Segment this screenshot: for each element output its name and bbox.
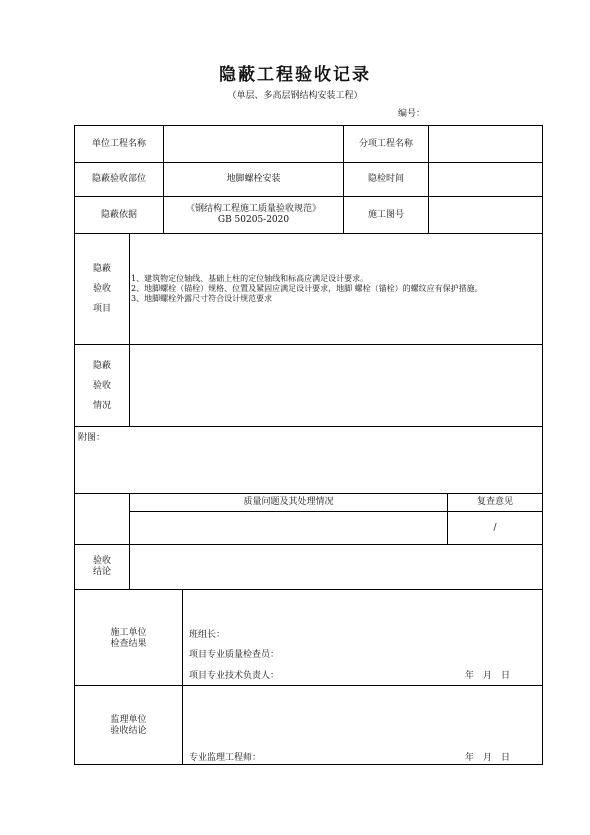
basis-label: 隐蔽依据	[100, 209, 137, 220]
situation-section-label	[75, 345, 129, 426]
issues-header: 质量问题及其处理情况	[243, 497, 334, 508]
review-header: 复查意见	[476, 497, 513, 508]
basis-standard-code: GB 50205-2020	[217, 215, 290, 225]
conclusion-label	[75, 556, 129, 578]
quality-inspector-field[interactable]: 项目专业质量检查员：	[189, 650, 280, 660]
team-leader-field[interactable]: 班组长：	[189, 630, 226, 640]
supervision-label-line: 监理单位	[110, 715, 147, 725]
items-list	[131, 274, 483, 304]
basis-value[interactable]	[164, 204, 343, 226]
unit-project-label: 单位工程名称	[91, 138, 146, 149]
items-label-line: 隐蔽	[92, 264, 111, 274]
construction-label-line: 检查结果	[110, 639, 147, 649]
tech-lead-field[interactable]: 项目专业技术负责人：	[189, 671, 280, 681]
supervision-label-line: 验收结论	[110, 726, 147, 736]
supervision-unit-label	[75, 715, 182, 737]
page-title: 隐蔽工程验收记录	[219, 65, 371, 85]
page-subtitle: （单层、多高层钢结构安装工程）	[227, 91, 363, 101]
unit-project-value[interactable]	[164, 126, 343, 162]
construction-unit-label	[75, 628, 182, 650]
acceptance-form	[74, 125, 543, 765]
row-divider	[75, 233, 542, 234]
inspect-time-label: 隐检时间	[367, 174, 404, 185]
hidden-part-label: 隐蔽验收部位	[91, 174, 146, 185]
drawing-no-value[interactable]	[429, 197, 542, 233]
situation-label-line: 情况	[92, 400, 111, 411]
row-divider	[75, 685, 542, 686]
situation-content[interactable]	[130, 345, 542, 426]
row-divider	[75, 589, 542, 590]
issues-value[interactable]	[130, 512, 447, 544]
basis-standard-name: 《钢结构工程施工质量验收规范》	[185, 204, 321, 214]
supervision-date[interactable]: 年 月 日	[465, 753, 511, 763]
situation-label-line: 隐蔽	[92, 360, 111, 371]
items-label-line: 项目	[92, 304, 111, 314]
situation-label-line: 验收	[92, 380, 111, 391]
col-divider	[182, 589, 183, 765]
hidden-part-value[interactable]: 地脚螺栓安装	[226, 174, 281, 185]
doc-number-label: 编号：	[398, 109, 426, 119]
list-item: 3、地脚螺栓外露尺寸符合设计规范要求	[131, 294, 273, 303]
drawing-no-label: 施工图号	[367, 209, 404, 220]
construction-label-line: 施工单位	[110, 628, 147, 638]
supervision-engineer-field[interactable]: 专业监理工程师：	[189, 753, 262, 763]
items-section-label	[75, 234, 129, 344]
construction-date[interactable]: 年 月 日	[465, 671, 511, 681]
conclusion-value[interactable]	[130, 545, 542, 589]
review-value[interactable]: /	[493, 522, 497, 533]
sub-project-label: 分项工程名称	[358, 138, 413, 149]
sub-project-value[interactable]	[429, 126, 542, 162]
conclusion-label-line: 结论	[92, 567, 111, 577]
attachment-label: 附图：	[78, 433, 106, 443]
list-item: 2、地脚螺栓（锚栓）规格、位置及紧固应满足设计要求，地脚 螺栓（锚栓）的螺纹应有保护措施。	[131, 284, 483, 293]
row-divider	[75, 426, 542, 427]
list-item: 1、建筑物定位轴线、基础上柱的定位轴线和标高应满足设计要求。	[131, 274, 369, 283]
items-label-line: 验收	[92, 284, 111, 294]
inspect-time-value[interactable]	[429, 163, 542, 196]
conclusion-label-line: 验收	[92, 556, 111, 566]
